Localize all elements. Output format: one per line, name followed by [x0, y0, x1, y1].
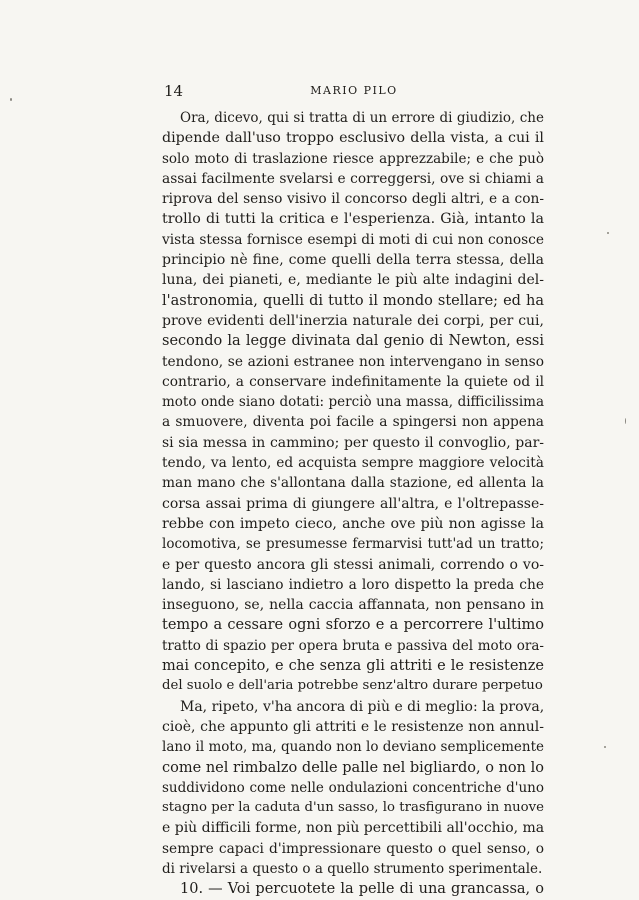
text-line: assai facilmente svelarsi e correggersi, ove si chiami a [162, 170, 544, 187]
text-line: tempo a cessare ogni sforzo e a percorrere l'ultimo [162, 617, 544, 634]
page-header [164, 82, 544, 106]
text-line: lano il moto, ma, quando non lo deviano semplicemente [162, 739, 544, 756]
text-line: moto onde siano dotati: perciò una massa, difficilissima [162, 394, 544, 411]
text-line: stagno per la caduta d'un sasso, lo trasfigurano in nuove [162, 800, 544, 816]
text-line: vista stessa fornisce esempi di moti di cui non conosce [162, 231, 544, 248]
text-line: trollo di tutti la critica e l'esperienza. Già, intanto la [162, 211, 544, 228]
text-line: luna, dei pianeti, e, mediante le più alte indagini del- [162, 272, 544, 289]
text-line: contrario, a conservare indefinitamente la quiete od il [162, 373, 544, 390]
text-line: Ora, dicevo, qui si tratta di un errore di giudizio, che [180, 110, 544, 126]
text-line: dipende dall'uso troppo esclusivo della vista, a cui il [162, 130, 544, 147]
text-line: sempre capaci d'impressionare questo o quel senso, o [162, 840, 544, 857]
text-line: inseguono, se, nella caccia affannata, non pensano in [162, 597, 544, 614]
text-line: principio nè fine, come quelli della terra stessa, della [162, 252, 544, 269]
running-head: MARIO PILO [310, 84, 398, 97]
text-line: si sia messa in cammino; per questo il convoglio, par- [162, 434, 544, 451]
text-line: man mano che s'allontana dalla stazione, ed allenta la [162, 475, 544, 492]
text-line: corsa assai prima di giungere all'altra, e l'oltrepasse- [162, 495, 544, 512]
paper-speck [604, 746, 606, 748]
text-line: tratto di spazio per opera bruta e passiva del moto ora- [162, 637, 544, 654]
text-line: tendo, va lento, ed acquista sempre maggiore velocità [162, 455, 544, 472]
body-text [162, 108, 544, 900]
text-line: e più difficili forme, non più percettibili all'occhio, ma [162, 820, 544, 837]
text-line: Ma, ripeto, v'ha ancora di più e di meglio: la prova, [180, 698, 544, 715]
text-line: tendono, se azioni estranee non intervengano in senso [162, 353, 544, 370]
paper-speck [10, 98, 12, 101]
text-line: prove evidenti dell'inerzia naturale dei corpi, per cui, [162, 312, 544, 329]
text-line: rebbe con impeto cieco, anche ove più non agisse la [162, 515, 544, 532]
text-line: secondo la legge divinata dal genio di Newton, essi [162, 333, 544, 350]
page-number: 14 [164, 82, 184, 100]
text-line: 10. — Voi percuotete la pelle di una grancassa, o [180, 881, 544, 898]
paper-speck [625, 418, 626, 424]
text-line: suddividono come nelle ondulazioni concentriche d'uno [162, 779, 544, 796]
text-line: e per questo ancora gli stessi animali, correndo o vo- [162, 556, 544, 573]
text-line: cioè, che appunto gli attriti e le resistenze non annul- [162, 718, 544, 735]
text-line: solo moto di traslazione riesce apprezzabile; e che può [162, 150, 544, 167]
text-line: lando, si lasciano indietro a loro dispetto la preda che [162, 576, 544, 593]
text-line: come nel rimbalzo delle palle nel bigliardo, o non lo [162, 759, 544, 776]
text-line: del suolo e dell'aria potrebbe senz'altro durare perpetuo [162, 678, 543, 694]
paper-speck [607, 232, 609, 234]
text-line: mai concepito, e che senza gli attriti e le resistenze [162, 658, 544, 675]
text-line: riprova del senso visivo il concorso degli altri, e a con- [162, 191, 544, 208]
text-line: locomotiva, se presumesse fermarvisi tutt'ad un tratto; [162, 536, 544, 553]
text-line: di rivelarsi a questo o a quello strumento sperimentale. [162, 860, 543, 877]
text-line: l'astronomia, quelli di tutto il mondo stellare; ed ha [162, 292, 544, 309]
text-line: a smuovere, diventa poi facile a spingersi non appena [162, 414, 544, 431]
